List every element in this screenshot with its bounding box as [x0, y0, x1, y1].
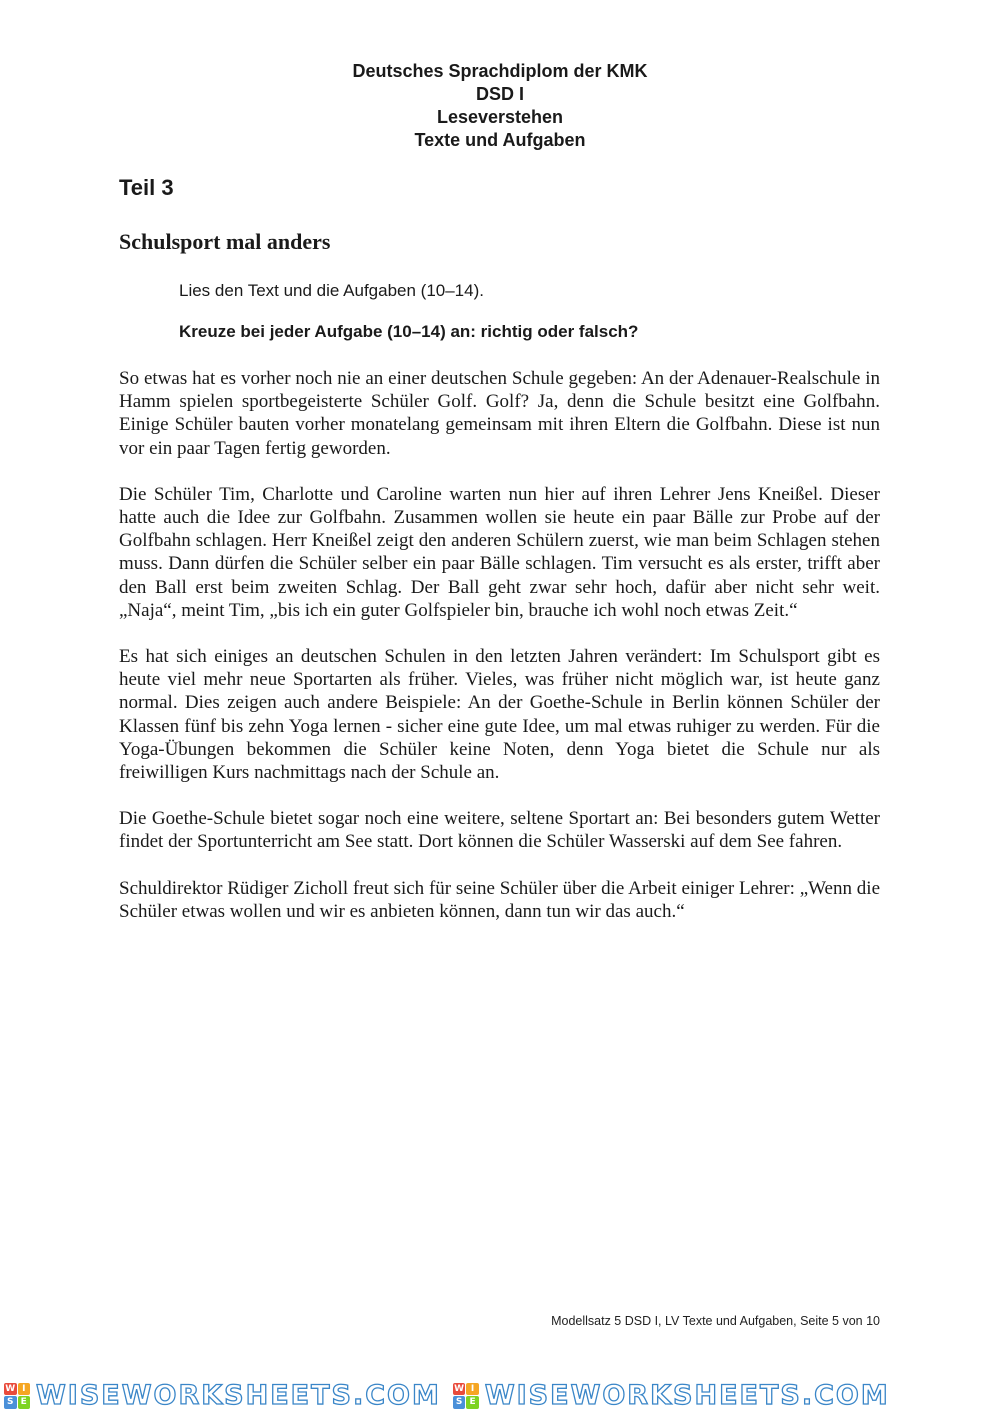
reading-text	[119, 367, 880, 946]
logo-tile: E	[18, 1396, 31, 1409]
header-line-diploma: Deutsches Sprachdiplom der KMK	[352, 61, 648, 81]
watermark-logo-icon	[453, 1383, 479, 1409]
paragraph: Schuldirektor Rüdiger Zicholl freut sich für seine Schüler über die Arbeit einiger Lehrer: „Wenn die Schüler etwas wollen und wir es anbieten können, dann tun wir das auch.“	[119, 877, 880, 922]
header-line-level: DSD I	[475, 84, 524, 104]
watermark-logo-icon	[4, 1383, 30, 1409]
document-header	[0, 60, 1000, 152]
page-footer: Modellsatz 5 DSD I, LV Texte und Aufgaben, Seite 5 von 10	[551, 1314, 880, 1328]
logo-tile: W	[5, 1383, 16, 1394]
logo-tile: S	[4, 1396, 17, 1409]
instruction-task: Kreuze bei jeder Aufgabe (10–14) an: richtig oder falsch?	[179, 322, 639, 341]
watermark-banner	[0, 1378, 1000, 1413]
watermark-group	[0, 1380, 441, 1411]
header-line-skill: Leseverstehen	[436, 107, 564, 127]
section-heading: Teil 3	[119, 175, 174, 200]
header-line-type: Texte und Aufgaben	[414, 130, 586, 150]
logo-tile: I	[466, 1383, 479, 1396]
watermark-text: WISEWORKSHEETS.COM	[36, 1380, 441, 1411]
paragraph: Die Goethe-Schule bietet sogar noch eine weitere, seltene Sportart an: Bei besonders gutem Wetter findet der Sportunterricht am See statt. Dort können die Schüler Wasserski auf dem See fahren.	[119, 808, 880, 853]
logo-tile: I	[18, 1383, 31, 1396]
paragraph: So etwas hat es vorher noch nie an einer deutschen Schule gegeben: An der Adenauer-Realschule in Hamm spielen sportbegeisterte Schüler Golf. Golf? Ja, denn die Schule besitzt eine Golfbahn. Einige Schüler bauten vorher monatelang gemeinsam mit ihren Eltern die Golfbahn. Diese ist nun vor ein paar Tagen fertig geworden.	[119, 368, 880, 459]
logo-tile: E	[466, 1396, 479, 1409]
watermark-group	[449, 1380, 890, 1411]
instruction-read: Lies den Text und die Aufgaben (10–14).	[179, 281, 484, 300]
logo-tile: W	[454, 1383, 465, 1394]
paragraph: Es hat sich einiges an deutschen Schulen in den letzten Jahren verändert: Im Schulsport gibt es heute viel mehr neue Sportarten als früher. Vieles, was früher nicht möglich war, ist heute ganz normal. Dies zeigen auch andere Beispiele: An der Goethe-Schule in Berlin können Schüler der Klassen fünf bis zehn Yoga lernen - sicher eine gute Idee, um mal etwas ruhiger zu werden. Für die Yoga-Übungen bekommen die Schüler keine Noten, denn Yoga bietet die Schule nur als freiwilligen Kurs nachmittags nach der Schule an.	[119, 646, 880, 784]
text-title: Schulsport mal anders	[119, 229, 331, 254]
watermark-text: WISEWORKSHEETS.COM	[484, 1380, 890, 1411]
logo-tile: S	[453, 1396, 466, 1409]
paragraph: Die Schüler Tim, Charlotte und Caroline warten nun hier auf ihren Lehrer Jens Kneißel. Dieser hatte auch die Idee zur Golfbahn. Zusammen wollen sie heute ein paar Bälle zur Probe auf der Golfbahn schlagen. Herr Kneißel zeigt den anderen Schülern zuerst, wie man beim Schlagen stehen muss. Dann dürfen die Schüler selber ein paar Bälle schlagen. Tim versucht es als erster, trifft aber den Ball erst beim zweiten Schlag. Der Ball geht zwar sehr hoch, dafür aber nicht sehr weit. „Naja“, meint Tim, „bis ich ein guter Golfspieler bin, brauche ich wohl noch etwas Zeit.“	[119, 483, 880, 621]
